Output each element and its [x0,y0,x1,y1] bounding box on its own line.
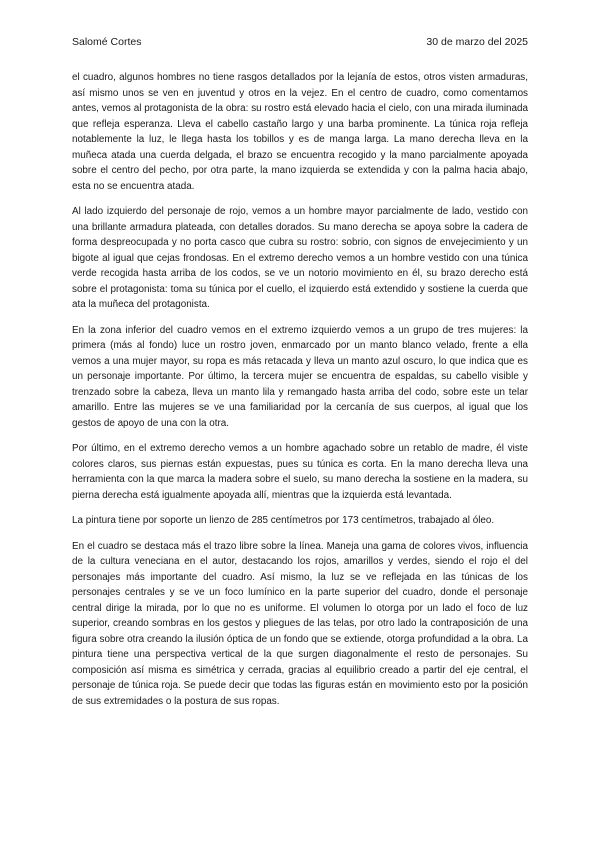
paragraph: La pintura tiene por soporte un lienzo de 285 centímetros por 173 centímetros, trabajado al óleo. [72,515,495,526]
paragraph: Por último, en el extremo derecho vemos a un hombre agachado sobre un retablo de madre, él viste colores claros, sus piernas están expuestas, pues su túnica es corta. En la mano derecha lleva una herramienta con la que marca la madera sobre el suelo, su mano derecha la sostiene en la madera, su pierna derecha está igualmente apoyada allí, mientras que la izquierda está levantada. [72,443,528,501]
author-name: Salomé Cortes [72,36,142,48]
paragraph: Al lado izquierdo del personaje de rojo, vemos a un hombre mayor parcialmente de lado, vestido con una brillante armadura plateada, con detalles dorados. Su mano derecha se apoya sobre la cadera de forma despreocupada y no porta casco que cubra su rostro: sobrio, con signos de envejecimiento y un bigote al igual que cejas frondosas. En el extremo derecho vemos a un hombre vestido con una túnica verde recogida hasta arriba de los codos, se ve un notorio movimiento en él, su brazo derecho está sobre el protagonista: toma su túnica por el cuello, el izquierdo está extendido y sostiene la cuerda que ata la muñeca del protagonista. [72,206,528,310]
body-text [72,70,528,719]
paragraph: En el cuadro se destaca más el trazo libre sobre la línea. Maneja una gama de colores vivos, influencia de la cultura veneciana en el autor, destacando los rojos, amarillos y verdes, siendo el rojo el del personajes más importante del cuadro. Así mismo, la luz se ve reflejada en las túnicas de los personajes centrales y se ve un foco lumínico en la parte superior del cuadro, donde el personaje central dirige la mirada, por lo que no es uniforme. El volumen lo otorga por un lado el foco de luz superior, creando sombras en los gestos y pliegues de las telas, por otro lado la contraposición de una figura sobre otra creando la ilusión óptica de un fondo que se extiende, otorga profundidad a la obra. La pintura tiene una perspectiva vertical de la que surgen diagonalmente el resto de personajes. Su composición así misma es simétrica y cerrada, gracias al equilibrio creado a partir del eje central, el personaje de túnica roja. Se puede decir que todas las figuras están en movimiento esto por la posición de sus extremidades o la postura de sus ropas. [72,540,528,707]
page-header [72,34,528,50]
paragraph: el cuadro, algunos hombres no tiene rasgos detallados por la lejanía de estos, otros visten armaduras, así mismo unos se ven en juventud y otros en la vejez. En el centro de cuadro, como comentamos antes, vemos al protagonista de la obra: su rostro está elevado hacia el cielo, con una mirada iluminada que refleja esperanza. Lleva el cabello castaño largo y una barba prominente. La túnica roja refleja notablemente la luz, le llega hasta los tobillos y es de manga larga. La mano derecha lleva en la muñeca atada una cuerda delgada, el brazo se encuentra recogido y la mano parcialmente apoyada sobre el centro del pecho, por otra parte, la mano izquierda se extendida y con la palma hacia abajo, esta no se encuentra atada. [72,72,528,192]
document-date: 30 de marzo del 2025 [426,36,528,48]
paragraph: En la zona inferior del cuadro vemos en el extremo izquierdo vemos a un grupo de tres mujeres: la primera (más al fondo) luce un rostro joven, enmarcado por un manto blanco velado, frente a ella vemos a una mujer mayor, su ropa es más retacada y lleva un manto azul oscuro, lo que indica que es un personaje importante. Por último, la tercera mujer se encuentra de espaldas, su cabello visible y trenzado sobre la cabeza, lleva un manto lila y remangado hasta arriba del codo, sobre este un telar amarillo. Entre las mujeres se ve una familiaridad por la cercanía de sus cuerpos, al igual que los gestos de apoyo de una con la otra. [72,324,528,429]
